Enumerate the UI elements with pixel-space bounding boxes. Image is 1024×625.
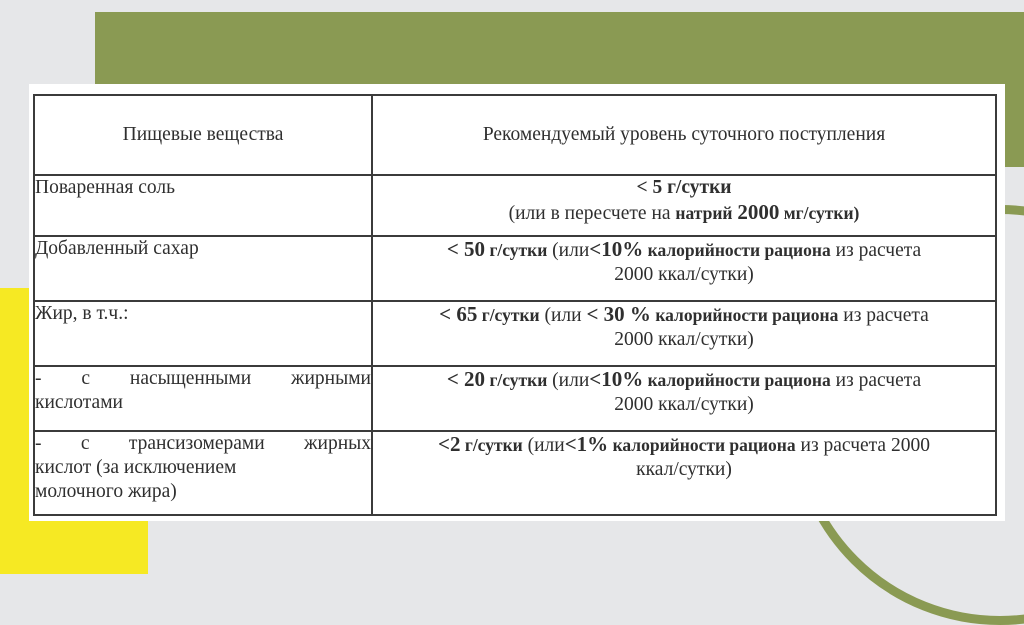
value-bold-number: < 20 — [446, 367, 486, 391]
row-value-trans-fat — [372, 431, 996, 515]
row-value-salt — [372, 175, 996, 236]
value-bold-number: <1% — [564, 432, 609, 456]
name-line: - с трансизомерами жирных — [35, 433, 371, 454]
value-bold: г/сутки — [460, 435, 523, 455]
value-bold: г/сутки — [485, 240, 548, 260]
value-text: (или — [547, 370, 590, 391]
header-nutrients: Пищевые вещества — [34, 95, 372, 175]
value-line: 2000 ккал/сутки) — [614, 394, 754, 415]
row-name-added-sugar: Добавленный сахар — [34, 236, 372, 301]
value-text: из расчета — [838, 305, 929, 326]
value-line — [373, 367, 995, 393]
value-bold-number: < 30 % — [586, 302, 651, 326]
value-bold-number: <10% — [589, 367, 644, 391]
value-bold-number: < 50 — [446, 237, 486, 261]
value-bold-number: <10% — [589, 237, 644, 261]
row-name-salt: Поваренная соль — [34, 175, 372, 236]
name-line: кислотами — [35, 392, 123, 413]
value-line — [373, 302, 995, 328]
value-limit: < 5 г/сутки — [636, 177, 732, 198]
table-row — [34, 301, 996, 366]
value-bold-number: <2 — [438, 432, 461, 456]
value-bold: калорийности рациона — [608, 435, 796, 455]
value-line — [373, 432, 995, 458]
value-bold: калорийности рациона — [643, 370, 831, 390]
value-bold: г/сутки — [477, 305, 540, 325]
value-bold-number: 2000 — [737, 200, 780, 224]
value-text: (или в пересчете на — [508, 203, 676, 224]
value-line: 2000 ккал/сутки) — [614, 329, 754, 350]
name-line: кислот (за исключением — [35, 457, 237, 478]
value-bold-number: < 65 — [439, 302, 478, 326]
value-line: ккал/сутки) — [636, 459, 732, 480]
table-header-row — [34, 95, 996, 175]
table-row — [34, 175, 996, 236]
value-bold: мг/сутки) — [779, 203, 860, 223]
value-line: 2000 ккал/сутки) — [614, 264, 754, 285]
value-text: (или — [522, 435, 565, 456]
row-value-saturated-fat — [372, 366, 996, 431]
name-line: - с насыщенными жирными — [35, 368, 371, 389]
value-text: (или — [547, 240, 590, 261]
table-row — [34, 236, 996, 301]
row-value-fat — [372, 301, 996, 366]
value-bold: г/сутки — [485, 370, 548, 390]
value-text: из расчета 2000 — [795, 435, 930, 456]
header-recommended-level: Рекомендуемый уровень суточного поступления — [372, 95, 996, 175]
value-line — [373, 237, 995, 263]
value-bold: натрий — [675, 203, 733, 223]
row-value-added-sugar — [372, 236, 996, 301]
row-name-saturated-fat — [34, 366, 372, 431]
value-bold: калорийности рациона — [650, 305, 839, 325]
value-text: из расчета — [830, 240, 922, 261]
nutrient-intake-table — [33, 94, 997, 516]
value-text: (или — [539, 305, 587, 326]
row-name-fat: Жир, в т.ч.: — [34, 301, 372, 366]
table-row — [34, 431, 996, 515]
value-line — [373, 200, 995, 226]
table-row — [34, 366, 996, 431]
name-line: молочного жира) — [35, 481, 177, 502]
row-name-trans-fat — [34, 431, 372, 515]
value-line — [373, 176, 995, 200]
value-text: из расчета — [830, 370, 922, 391]
value-bold: калорийности рациона — [643, 240, 831, 260]
